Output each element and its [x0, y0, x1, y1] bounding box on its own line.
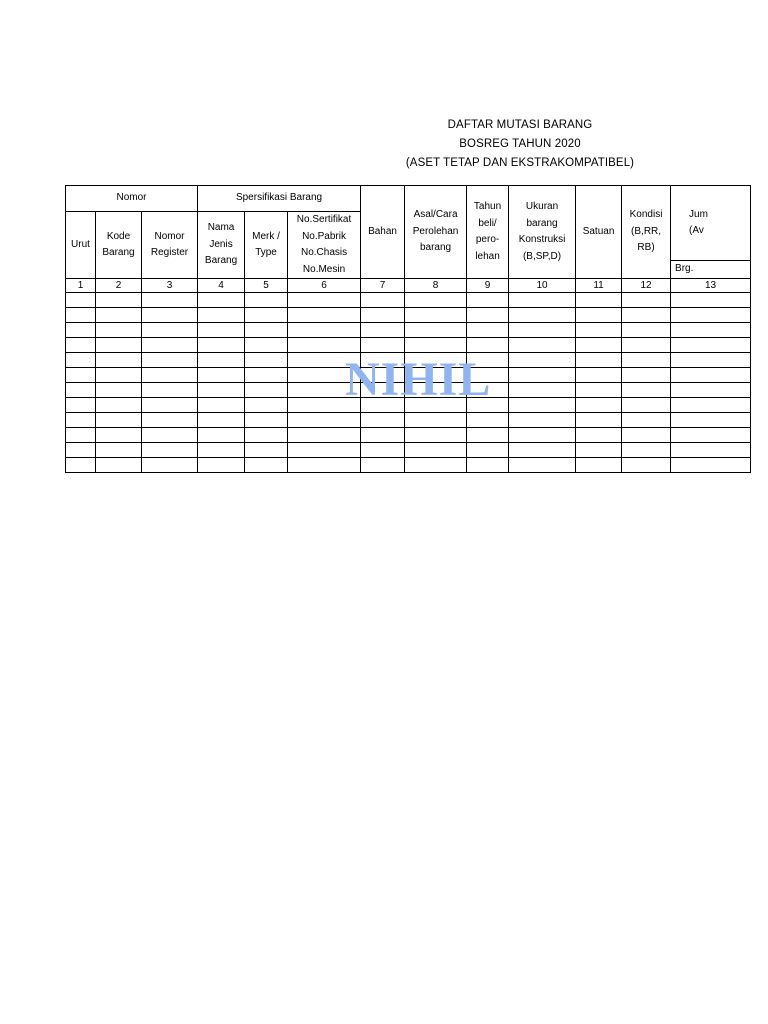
table-cell: [361, 413, 405, 428]
table-cell: [671, 338, 751, 353]
table-row: [66, 413, 751, 428]
table-row: [66, 443, 751, 458]
header-line: Asal/Cara: [413, 209, 458, 221]
table-cell: [671, 323, 751, 338]
table-cell: [405, 428, 467, 443]
table-cell: [361, 338, 405, 353]
table-cell: [622, 383, 671, 398]
header-jumlah-label: Jum: [689, 208, 708, 220]
header-jumlah: [671, 186, 751, 261]
header-line: pero-: [475, 234, 500, 245]
header-line: Konstruksi: [518, 234, 566, 245]
table-row: [66, 308, 751, 323]
table-cell: [288, 338, 361, 353]
table-cell: [467, 323, 509, 338]
table-cell: [96, 293, 142, 308]
table-cell: [288, 293, 361, 308]
header-line: No.Pabrik: [302, 230, 346, 242]
table-cell: [66, 383, 96, 398]
table-cell: [405, 323, 467, 338]
table-cell: [622, 323, 671, 338]
header-kondisi: [622, 186, 671, 279]
header-jumlah-sub: (Av: [689, 225, 704, 236]
column-number-cell: 2: [96, 279, 142, 293]
table-cell: [576, 428, 622, 443]
header-line: beli/: [478, 217, 497, 229]
header-line: barang: [419, 242, 452, 254]
table-cell: [622, 428, 671, 443]
table-cell: [66, 398, 96, 413]
table-cell: [66, 443, 96, 458]
table-row: [66, 458, 751, 473]
table-cell: [509, 383, 576, 398]
table-cell: [245, 458, 288, 473]
header-line: No.Sertifikat: [296, 214, 352, 225]
table-cell: [198, 413, 245, 428]
table-cell: [96, 338, 142, 353]
header-no-sertifikat: [288, 212, 361, 279]
mutation-table: [65, 185, 751, 473]
header-line: barang: [526, 217, 558, 229]
table-cell: [198, 428, 245, 443]
header-line: Jenis: [209, 238, 233, 250]
table-cell: [245, 428, 288, 443]
table-cell: [288, 323, 361, 338]
table-cell: [245, 293, 288, 308]
table-cell: [671, 383, 751, 398]
header-kode-barang: [96, 212, 142, 279]
table-cell: [622, 413, 671, 428]
table-cell: [622, 443, 671, 458]
table-cell: [576, 308, 622, 323]
table-cell: [671, 398, 751, 413]
table-cell: [467, 308, 509, 323]
nihil-watermark: NIHIL: [345, 353, 492, 406]
table-cell: [245, 368, 288, 383]
table-cell: [198, 338, 245, 353]
table-cell: [671, 428, 751, 443]
table-cell: [467, 443, 509, 458]
header-merk-type: [245, 212, 288, 279]
table-cell: [467, 338, 509, 353]
table-cell: [142, 398, 198, 413]
table-cell: [198, 293, 245, 308]
column-number-cell: 5: [245, 279, 288, 293]
table-cell: [66, 308, 96, 323]
column-number-row-group: [66, 279, 751, 293]
table-cell: [245, 323, 288, 338]
table-cell: [671, 368, 751, 383]
table-cell: [288, 458, 361, 473]
table-cell: [142, 293, 198, 308]
table-cell: [142, 443, 198, 458]
table-cell: [96, 443, 142, 458]
table-cell: [96, 383, 142, 398]
header-urut: Urut: [66, 212, 96, 279]
header-line: Barang: [204, 255, 238, 267]
header-nama-jenis: [198, 212, 245, 279]
column-number-cell: 11: [576, 279, 622, 293]
table-cell: [576, 353, 622, 368]
table-cell: [405, 338, 467, 353]
table-cell: [671, 293, 751, 308]
table-cell: [576, 413, 622, 428]
table-cell: [142, 353, 198, 368]
table-cell: [361, 308, 405, 323]
table-cell: [245, 353, 288, 368]
table-cell: [198, 458, 245, 473]
table-cell: [671, 353, 751, 368]
header-line: Register: [150, 247, 189, 258]
table-cell: [198, 383, 245, 398]
header-line: No.Mesin: [302, 263, 346, 275]
header-line: No.Chasis: [300, 247, 348, 258]
table-cell: [288, 443, 361, 458]
table-cell: [576, 383, 622, 398]
header-line: Nomor: [154, 230, 185, 242]
table-cell: [96, 308, 142, 323]
table-cell: [96, 428, 142, 443]
header-satuan: Satuan: [576, 186, 622, 279]
column-number-cell: 10: [509, 279, 576, 293]
column-number-cell: 1: [66, 279, 96, 293]
table-cell: [361, 428, 405, 443]
table-cell: [622, 308, 671, 323]
table-cell: [576, 368, 622, 383]
column-number-row: [66, 279, 751, 293]
header-line: Tahun: [473, 201, 502, 212]
table-row: [66, 323, 751, 338]
table-cell: [509, 308, 576, 323]
table-cell: [405, 293, 467, 308]
table-cell: [467, 293, 509, 308]
table-cell: [198, 368, 245, 383]
table-cell: [509, 353, 576, 368]
table-cell: [671, 443, 751, 458]
table-row: [66, 338, 751, 353]
header-nomor-register: [142, 212, 198, 279]
table-cell: [361, 293, 405, 308]
table-cell: [96, 413, 142, 428]
table-cell: [142, 323, 198, 338]
table-cell: [509, 338, 576, 353]
table-cell: [96, 353, 142, 368]
header-brg: Brg.: [671, 261, 751, 279]
table-cell: [245, 398, 288, 413]
table-cell: [66, 368, 96, 383]
table-cell: [671, 308, 751, 323]
table-cell: [405, 308, 467, 323]
table-cell: [509, 443, 576, 458]
table-cell: [245, 338, 288, 353]
header-row-groups: [66, 186, 751, 212]
table-cell: [198, 353, 245, 368]
table-cell: [509, 323, 576, 338]
header-line: Kode: [106, 230, 131, 242]
table-cell: [467, 458, 509, 473]
table-cell: [66, 323, 96, 338]
table-cell: [288, 428, 361, 443]
header-line: Perolehan: [412, 225, 459, 237]
header-asal-cara: [405, 186, 467, 279]
title-line-1: DAFTAR MUTASI BARANG: [447, 119, 593, 131]
header-line: (B,RR,: [631, 225, 662, 237]
table-cell: [405, 413, 467, 428]
header-tahun: [467, 186, 509, 279]
table-cell: [142, 413, 198, 428]
table-cell: [576, 338, 622, 353]
table-cell: [198, 443, 245, 458]
table-cell: [467, 413, 509, 428]
header-nomor: Nomor: [66, 186, 198, 212]
table-cell: [622, 368, 671, 383]
header-line: Barang: [102, 247, 135, 258]
header-line: RB): [637, 242, 655, 254]
table-cell: [576, 398, 622, 413]
table-cell: [509, 368, 576, 383]
column-number-cell: 13: [671, 279, 751, 293]
table-cell: [142, 308, 198, 323]
table-cell: [509, 458, 576, 473]
table-cell: [96, 323, 142, 338]
title-line-2: BOSREG TAHUN 2020: [459, 138, 581, 150]
column-number-cell: 7: [361, 279, 405, 293]
column-number-cell: 12: [622, 279, 671, 293]
table-cell: [245, 443, 288, 458]
table-cell: [66, 413, 96, 428]
table-cell: [576, 293, 622, 308]
table-cell: [96, 368, 142, 383]
table-cell: [361, 323, 405, 338]
table-cell: [576, 443, 622, 458]
table-cell: [622, 338, 671, 353]
title-line-3: (ASET TETAP DAN EKSTRAKOMPATIBEL): [405, 157, 635, 169]
table-cell: [66, 293, 96, 308]
column-number-cell: 3: [142, 279, 198, 293]
column-number-cell: 9: [467, 279, 509, 293]
table-cell: [288, 308, 361, 323]
header-line: Merk /: [252, 230, 280, 242]
table-cell: [142, 368, 198, 383]
table-cell: [245, 413, 288, 428]
table-cell: [622, 293, 671, 308]
column-number-cell: 8: [405, 279, 467, 293]
table-cell: [467, 428, 509, 443]
table-cell: [509, 413, 576, 428]
table-cell: [198, 398, 245, 413]
table-cell: [66, 353, 96, 368]
column-number-cell: 6: [288, 279, 361, 293]
table-cell: [142, 428, 198, 443]
table-cell: [142, 458, 198, 473]
table-cell: [96, 458, 142, 473]
table-cell: [288, 413, 361, 428]
table-cell: [96, 398, 142, 413]
column-number-cell: 4: [198, 279, 245, 293]
table-cell: [576, 323, 622, 338]
table-cell: [245, 383, 288, 398]
mutation-table-area: [65, 185, 717, 478]
table-cell: [671, 458, 751, 473]
header-spesifikasi: Spersifikasi Barang: [198, 186, 361, 212]
table-cell: [198, 323, 245, 338]
header-line: Kondisi: [629, 209, 663, 221]
table-cell: [66, 338, 96, 353]
header-line: Type: [255, 247, 277, 258]
table-cell: [405, 443, 467, 458]
header-line: lehan: [475, 250, 500, 262]
header-bahan: Bahan: [361, 186, 405, 279]
document-title: [320, 116, 720, 173]
table-cell: [361, 443, 405, 458]
table-row: [66, 428, 751, 443]
table-cell: [66, 428, 96, 443]
table-cell: [198, 308, 245, 323]
table-cell: [622, 353, 671, 368]
header-ukuran: [509, 186, 576, 279]
table-cell: [509, 293, 576, 308]
header-line: Ukuran: [525, 201, 559, 212]
table-cell: [361, 458, 405, 473]
table-cell: [245, 308, 288, 323]
table-cell: [622, 398, 671, 413]
header-line: (B,SP,D): [522, 250, 562, 262]
table-row: [66, 293, 751, 308]
table-cell: [509, 428, 576, 443]
header-line: Nama: [207, 222, 235, 234]
table-cell: [142, 338, 198, 353]
table-cell: [576, 458, 622, 473]
table-cell: [66, 458, 96, 473]
table-cell: [405, 458, 467, 473]
table-cell: [142, 383, 198, 398]
table-cell: [622, 458, 671, 473]
table-cell: [509, 398, 576, 413]
table-cell: [671, 413, 751, 428]
